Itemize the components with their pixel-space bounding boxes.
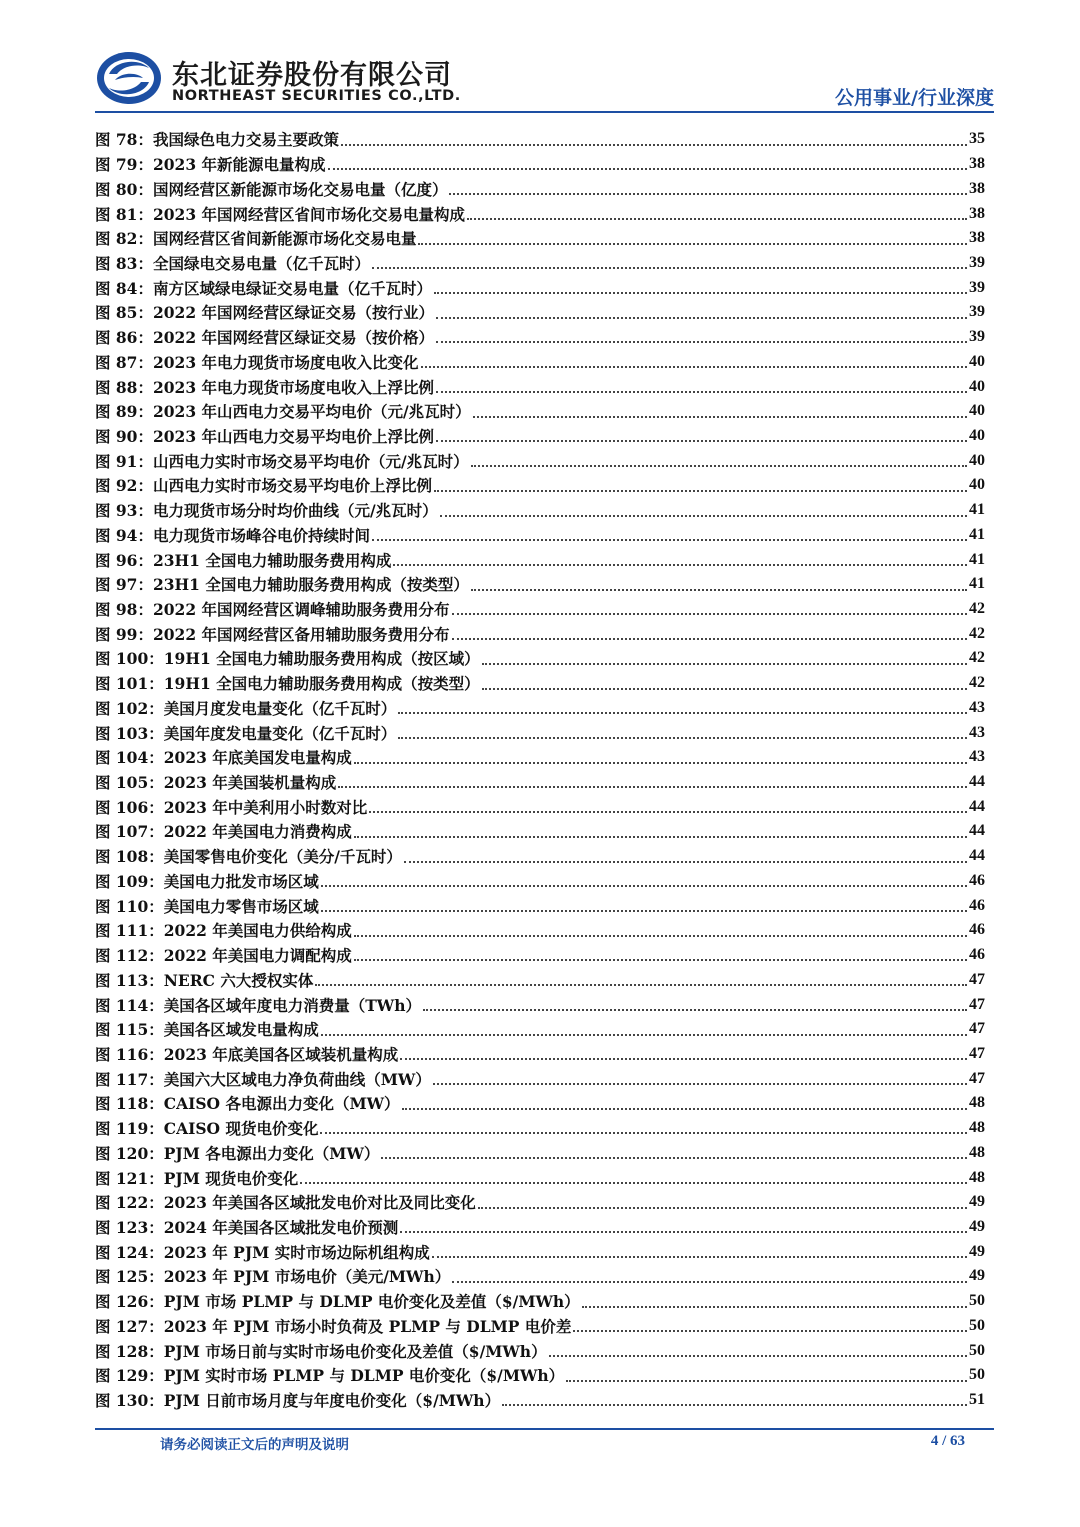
toc-entry-page: 42 xyxy=(969,674,985,692)
toc-entry-page: 46 xyxy=(969,921,985,939)
toc-leader-dots xyxy=(482,662,967,665)
toc-leader-dots xyxy=(402,1107,967,1110)
toc-entry-label: 图 115：美国各区域发电量构成 xyxy=(95,1020,319,1040)
toc-entry-label: 图 99：2022 年国网经营区备用辅助服务费用分布 xyxy=(95,624,450,644)
toc-leader-dots xyxy=(432,1255,967,1258)
toc-entry-page: 41 xyxy=(969,550,985,568)
toc-entry-page: 47 xyxy=(969,995,985,1013)
toc-entry[interactable] xyxy=(95,448,985,473)
toc-leader-dots xyxy=(434,291,967,294)
toc-leader-dots xyxy=(315,983,967,986)
toc-entry-page: 44 xyxy=(969,847,985,865)
toc-entry[interactable] xyxy=(95,1289,985,1314)
toc-leader-dots xyxy=(478,1206,967,1209)
toc-entry-page: 40 xyxy=(969,476,985,494)
toc-entry-label: 图 108：美国零售电价变化（美分/千瓦时） xyxy=(95,847,402,867)
toc-entry-label: 图 114：美国各区域年度电力消费量（TWh） xyxy=(95,995,421,1015)
toc-entry-page: 43 xyxy=(969,698,985,716)
toc-entry-page: 50 xyxy=(969,1366,985,1384)
toc-entry[interactable] xyxy=(95,1264,985,1289)
toc-leader-dots xyxy=(398,711,967,714)
toc-entry-page: 50 xyxy=(969,1341,985,1359)
toc-entry-page: 40 xyxy=(969,377,985,395)
toc-entry-label: 图 81：2023 年国网经营区省间市场化交易电量构成 xyxy=(95,204,466,224)
toc-leader-dots xyxy=(372,538,967,541)
toc-entry-page: 47 xyxy=(969,1044,985,1062)
toc-entry-label: 图 124：2023 年 PJM 实时市场边际机组构成 xyxy=(95,1242,430,1262)
toc-entry-page: 41 xyxy=(969,501,985,519)
toc-entry-page: 46 xyxy=(969,896,985,914)
toc-entry[interactable] xyxy=(95,1363,985,1388)
toc-leader-dots xyxy=(321,909,967,912)
toc-entry-label: 图 109：美国电力批发市场区域 xyxy=(95,871,319,891)
toc-entry-label: 图 112：2022 年美国电力调配构成 xyxy=(95,946,352,966)
toc-entry-page: 49 xyxy=(969,1193,985,1211)
toc-entry-label: 图 94：电力现货市场峰谷电价持续时间 xyxy=(95,525,370,545)
toc-entry[interactable] xyxy=(95,498,985,523)
toc-entry-label: 图 86：2022 年国网经营区绿证交易（按价格） xyxy=(95,328,435,348)
toc-leader-dots xyxy=(320,1131,967,1134)
toc-entry-page: 42 xyxy=(969,624,985,642)
figure-index-list xyxy=(95,127,985,1412)
toc-entry[interactable] xyxy=(95,1338,985,1363)
toc-entry-page: 38 xyxy=(969,179,985,197)
toc-entry[interactable] xyxy=(95,523,985,548)
footer-divider xyxy=(95,1428,994,1430)
toc-leader-dots xyxy=(398,736,967,739)
toc-entry-label: 图 103：美国年度发电量变化（亿千瓦时） xyxy=(95,723,397,743)
northeast-securities-logo-icon xyxy=(95,50,163,106)
toc-entry[interactable] xyxy=(95,621,985,646)
toc-entry[interactable] xyxy=(95,1140,985,1165)
toc-entry-page: 38 xyxy=(969,155,985,173)
toc-leader-dots xyxy=(404,860,967,863)
toc-entry[interactable] xyxy=(95,275,985,300)
toc-entry-page: 48 xyxy=(969,1094,985,1112)
toc-entry-page: 44 xyxy=(969,773,985,791)
toc-leader-dots xyxy=(440,514,967,517)
toc-entry-page: 49 xyxy=(969,1267,985,1285)
toc-entry[interactable] xyxy=(95,1314,985,1339)
toc-entry[interactable] xyxy=(95,251,985,276)
toc-entry-page: 48 xyxy=(969,1119,985,1137)
toc-leader-dots xyxy=(433,1082,967,1085)
toc-leader-dots xyxy=(436,316,967,319)
toc-entry-page: 40 xyxy=(969,426,985,444)
toc-entry[interactable] xyxy=(95,1042,985,1067)
toc-entry-page: 38 xyxy=(969,204,985,222)
toc-leader-dots xyxy=(369,810,967,813)
toc-entry[interactable] xyxy=(95,349,985,374)
toc-entry-label: 图 125：2023 年 PJM 市场电价（美元/MWh） xyxy=(95,1267,451,1287)
toc-entry-label: 图 82：国网经营区省间新能源市场化交易电量 xyxy=(95,229,417,249)
toc-entry-page: 35 xyxy=(969,130,985,148)
toc-entry-label: 图 84：南方区域绿电绿证交易电量（亿千瓦时） xyxy=(95,278,432,298)
toc-leader-dots xyxy=(467,217,967,220)
toc-entry[interactable] xyxy=(95,325,985,350)
toc-entry-label: 图 90：2023 年山西电力交易平均电价上浮比例 xyxy=(95,426,435,446)
toc-entry-label: 图 100：19H1 全国电力辅助服务费用构成（按区域） xyxy=(95,649,480,669)
toc-leader-dots xyxy=(393,563,967,566)
toc-leader-dots xyxy=(573,1329,967,1332)
toc-entry-label: 图 110：美国电力零售市场区域 xyxy=(95,896,319,916)
toc-entry-page: 42 xyxy=(969,649,985,667)
toc-leader-dots xyxy=(321,884,967,887)
toc-leader-dots xyxy=(582,1305,967,1308)
toc-leader-dots xyxy=(482,687,967,690)
toc-leader-dots xyxy=(471,588,967,591)
toc-leader-dots xyxy=(434,489,967,492)
toc-entry-label: 图 118：CAISO 各电源出力变化（MW） xyxy=(95,1094,400,1114)
toc-entry-label: 图 130：PJM 日前市场月度与年度电价变化（$/MWh） xyxy=(95,1391,501,1411)
toc-entry-label: 图 88：2023 年电力现货市场度电收入上浮比例 xyxy=(95,377,435,397)
toc-entry[interactable] xyxy=(95,967,985,992)
header-divider xyxy=(95,111,994,113)
toc-entry-label: 图 104：2023 年底美国发电量构成 xyxy=(95,748,352,768)
toc-entry-label: 图 92：山西电力实时市场交易平均电价上浮比例 xyxy=(95,476,432,496)
toc-entry-label: 图 117：美国六大区域电力净负荷曲线（MW） xyxy=(95,1069,431,1089)
toc-entry-label: 图 78：我国绿色电力交易主要政策 xyxy=(95,130,339,150)
toc-entry[interactable] xyxy=(95,473,985,498)
toc-entry-page: 43 xyxy=(969,748,985,766)
toc-leader-dots xyxy=(354,835,967,838)
toc-entry-label: 图 129：PJM 实时市场 PLMP 与 DLMP 电价变化（$/MWh） xyxy=(95,1366,565,1386)
toc-entry-page: 43 xyxy=(969,723,985,741)
toc-entry[interactable] xyxy=(95,176,985,201)
toc-entry[interactable] xyxy=(95,844,985,869)
toc-entry-label: 图 89：2023 年山西电力交易平均电价（元/兆瓦时） xyxy=(95,402,471,422)
toc-entry[interactable] xyxy=(95,1066,985,1091)
toc-leader-dots xyxy=(423,1008,967,1011)
company-name-en: NORTHEAST SECURITIES CO.,LTD. xyxy=(172,88,461,104)
toc-entry[interactable] xyxy=(95,671,985,696)
toc-entry[interactable] xyxy=(95,597,985,622)
toc-leader-dots xyxy=(502,1403,967,1406)
toc-entry-label: 图 122：2023 年美国各区域批发电价对比及同比变化 xyxy=(95,1193,476,1213)
toc-leader-dots xyxy=(452,1280,967,1283)
toc-entry-label: 图 79：2023 年新能源电量构成 xyxy=(95,155,326,175)
toc-entry-label: 图 128：PJM 市场日前与实时市场电价变化及差值（$/MWh） xyxy=(95,1341,547,1361)
toc-entry-label: 图 93：电力现货市场分时均价曲线（元/兆瓦时） xyxy=(95,501,438,521)
toc-entry-page: 49 xyxy=(969,1217,985,1235)
toc-entry-label: 图 127：2023 年 PJM 市场小时负荷及 PLMP 与 DLMP 电价差 xyxy=(95,1316,572,1336)
toc-leader-dots xyxy=(300,1181,967,1184)
toc-entry[interactable] xyxy=(95,869,985,894)
toc-entry-page: 44 xyxy=(969,822,985,840)
toc-entry-page: 42 xyxy=(969,600,985,618)
toc-leader-dots xyxy=(436,390,967,393)
toc-entry[interactable] xyxy=(95,1239,985,1264)
toc-entry-label: 图 97：23H1 全国电力辅助服务费用构成（按类型） xyxy=(95,575,469,595)
toc-leader-dots xyxy=(549,1354,967,1357)
toc-entry[interactable] xyxy=(95,992,985,1017)
toc-leader-dots xyxy=(449,192,967,195)
toc-entry-label: 图 113：NERC 六大授权实体 xyxy=(95,970,314,990)
toc-entry-label: 图 96：23H1 全国电力辅助服务费用构成 xyxy=(95,550,392,570)
toc-entry[interactable] xyxy=(95,893,985,918)
toc-entry-label: 图 121：PJM 现货电价变化 xyxy=(95,1168,299,1188)
toc-entry-page: 49 xyxy=(969,1242,985,1260)
toc-leader-dots xyxy=(473,415,967,418)
toc-entry-label: 图 106：2023 年中美利用小时数对比 xyxy=(95,797,368,817)
toc-entry-label: 图 120：PJM 各电源出力变化（MW） xyxy=(95,1143,380,1163)
toc-entry-label: 图 111：2022 年美国电力供给构成 xyxy=(95,921,352,941)
toc-entry[interactable] xyxy=(95,300,985,325)
toc-entry-page: 47 xyxy=(969,970,985,988)
toc-entry-page: 47 xyxy=(969,1069,985,1087)
toc-entry-label: 图 83：全国绿电交易电量（亿千瓦时） xyxy=(95,253,370,273)
toc-entry-page: 50 xyxy=(969,1292,985,1310)
toc-entry[interactable] xyxy=(95,399,985,424)
footer-disclaimer: 请务必阅读正文后的声明及说明 xyxy=(160,1437,349,1453)
toc-leader-dots xyxy=(328,167,967,170)
toc-entry[interactable] xyxy=(95,547,985,572)
toc-entry[interactable] xyxy=(95,646,985,671)
toc-leader-dots xyxy=(338,785,967,788)
toc-leader-dots xyxy=(400,1057,967,1060)
toc-entry-page: 40 xyxy=(969,402,985,420)
toc-leader-dots xyxy=(321,1033,967,1036)
toc-leader-dots xyxy=(354,934,967,937)
toc-entry-page: 40 xyxy=(969,451,985,469)
toc-leader-dots xyxy=(354,761,967,764)
toc-entry-page: 47 xyxy=(969,1020,985,1038)
toc-leader-dots xyxy=(471,464,967,467)
toc-entry[interactable] xyxy=(95,770,985,795)
toc-entry[interactable] xyxy=(95,226,985,251)
toc-entry[interactable] xyxy=(95,745,985,770)
toc-leader-dots xyxy=(421,365,967,368)
toc-entry-page: 51 xyxy=(969,1391,985,1409)
toc-entry-page: 50 xyxy=(969,1316,985,1334)
report-category: 公用事业/行业深度 xyxy=(835,87,994,109)
toc-entry-label: 图 91：山西电力实时市场交易平均电价（元/兆瓦时） xyxy=(95,451,469,471)
toc-entry-label: 图 107：2022 年美国电力消费构成 xyxy=(95,822,352,842)
toc-entry-label: 图 126：PJM 市场 PLMP 与 DLMP 电价变化及差值（$/MWh） xyxy=(95,1292,580,1312)
toc-entry[interactable] xyxy=(95,1091,985,1116)
toc-entry-page: 46 xyxy=(969,946,985,964)
toc-entry-label: 图 87：2023 年电力现货市场度电收入比变化 xyxy=(95,352,419,372)
toc-entry-label: 图 80：国网经营区新能源市场化交易电量（亿度） xyxy=(95,179,448,199)
toc-entry[interactable] xyxy=(95,572,985,597)
toc-entry[interactable] xyxy=(95,1215,985,1240)
toc-entry-page: 41 xyxy=(969,525,985,543)
toc-entry[interactable] xyxy=(95,1017,985,1042)
toc-entry-page: 46 xyxy=(969,871,985,889)
toc-entry[interactable] xyxy=(95,1190,985,1215)
toc-entry[interactable] xyxy=(95,918,985,943)
toc-leader-dots xyxy=(436,439,967,442)
company-name-cn: 东北证券股份有限公司 xyxy=(172,60,452,91)
toc-leader-dots xyxy=(381,1156,967,1159)
toc-entry-page: 48 xyxy=(969,1168,985,1186)
toc-entry[interactable] xyxy=(95,819,985,844)
toc-entry[interactable] xyxy=(95,1116,985,1141)
toc-leader-dots xyxy=(566,1379,967,1382)
toc-entry[interactable] xyxy=(95,127,985,152)
toc-leader-dots xyxy=(341,143,967,146)
toc-entry[interactable] xyxy=(95,720,985,745)
toc-leader-dots xyxy=(354,958,967,961)
toc-entry-label: 图 98：2022 年国网经营区调峰辅助服务费用分布 xyxy=(95,600,450,620)
toc-entry-label: 图 85：2022 年国网经营区绿证交易（按行业） xyxy=(95,303,435,323)
toc-entry-page: 41 xyxy=(969,575,985,593)
toc-entry-page: 40 xyxy=(969,352,985,370)
toc-entry[interactable] xyxy=(95,424,985,449)
toc-entry[interactable] xyxy=(95,201,985,226)
toc-leader-dots xyxy=(452,612,967,615)
toc-leader-dots xyxy=(436,340,967,343)
toc-entry-page: 39 xyxy=(969,328,985,346)
toc-entry-page: 44 xyxy=(969,797,985,815)
toc-entry-page: 39 xyxy=(969,253,985,271)
toc-leader-dots xyxy=(418,242,967,245)
toc-entry-label: 图 102：美国月度发电量变化（亿千瓦时） xyxy=(95,698,397,718)
toc-entry[interactable] xyxy=(95,943,985,968)
toc-entry[interactable] xyxy=(95,152,985,177)
toc-entry-label: 图 123：2024 年美国各区域批发电价预测 xyxy=(95,1217,399,1237)
toc-entry-page: 38 xyxy=(969,229,985,247)
toc-entry[interactable] xyxy=(95,374,985,399)
page-number: 4 / 63 xyxy=(930,1433,965,1449)
toc-entry[interactable] xyxy=(95,794,985,819)
toc-entry-page: 39 xyxy=(969,303,985,321)
toc-entry-label: 图 119：CAISO 现货电价变化 xyxy=(95,1119,319,1139)
toc-leader-dots xyxy=(400,1230,967,1233)
toc-entry-page: 39 xyxy=(969,278,985,296)
toc-entry-label: 图 105：2023 年美国装机量构成 xyxy=(95,773,337,793)
toc-leader-dots xyxy=(372,266,967,269)
toc-entry[interactable] xyxy=(95,1165,985,1190)
toc-entry[interactable] xyxy=(95,696,985,721)
toc-entry-page: 48 xyxy=(969,1143,985,1161)
toc-leader-dots xyxy=(452,637,967,640)
toc-entry[interactable] xyxy=(95,1388,985,1413)
toc-entry-label: 图 101：19H1 全国电力辅助服务费用构成（按类型） xyxy=(95,674,480,694)
toc-entry-label: 图 116：2023 年底美国各区域装机量构成 xyxy=(95,1044,399,1064)
